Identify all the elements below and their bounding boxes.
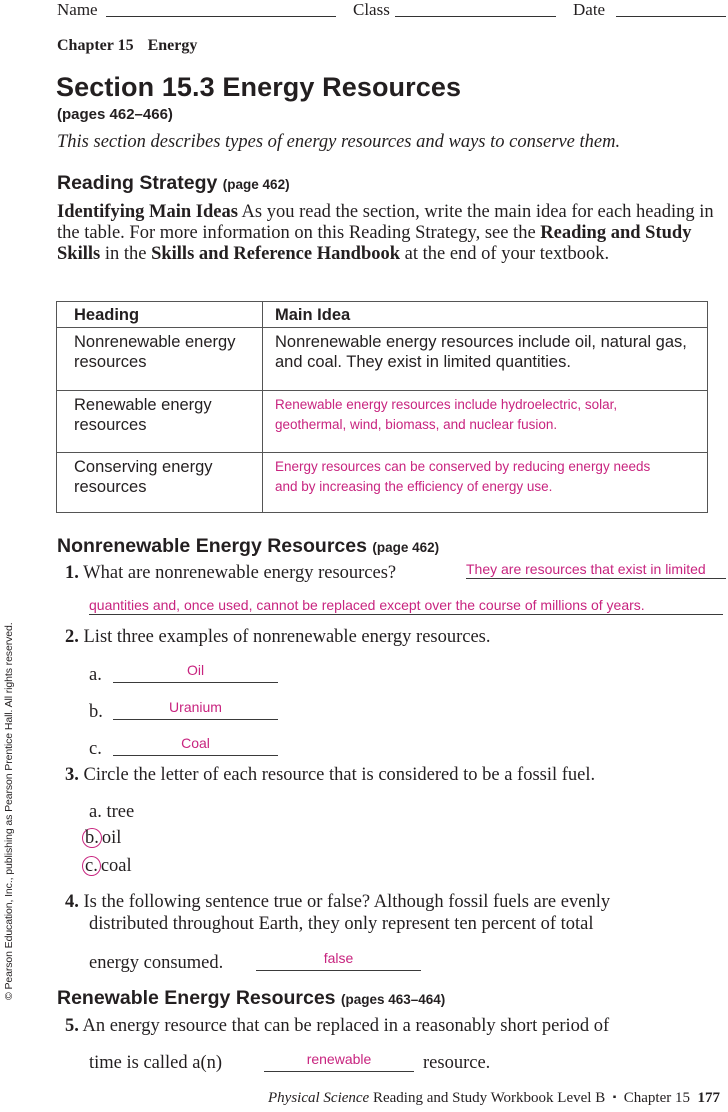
question-number: 3. <box>65 765 79 785</box>
q2-item-c-letter: c. <box>89 739 102 759</box>
date-label: Date <box>573 0 606 19</box>
table-header-heading: Heading <box>74 306 140 324</box>
q1-answer-line2[interactable]: quantities and, once used, cannot be replaced except over the course of millions of years. <box>89 597 723 615</box>
date-field[interactable] <box>616 16 726 17</box>
table-row <box>57 328 707 391</box>
option-label: tree <box>106 802 135 822</box>
reading-strategy-heading <box>57 172 290 195</box>
question-1 <box>65 563 396 584</box>
strategy-text: As you read the section, write the main idea for each heading in the table. For more information on this Reading Strategy, see the <box>57 202 714 243</box>
footer-chapter: Chapter 15 <box>623 1090 690 1106</box>
section-description: This section describes types of energy resources and ways to conserve them. <box>57 132 621 152</box>
question-text: An energy resource that can be replaced in a reasonably short period of <box>82 1016 610 1036</box>
q2-item-b-letter: b. <box>89 702 103 722</box>
option-label: oil <box>101 828 122 848</box>
q2-item-a-letter: a. <box>89 665 102 685</box>
page-footer <box>268 1090 720 1107</box>
table-cell-heading: Renewable energy resources <box>74 396 212 434</box>
question-number: 2. <box>65 627 79 647</box>
option-letter: a. <box>89 802 102 822</box>
table-cell-answer[interactable]: Energy resources can be conserved by reducing energy needs and by increasing the efficiency of energy use. <box>275 459 651 494</box>
strategy-bold: Skills and Reference Handbook <box>151 244 401 264</box>
q3-option-a[interactable] <box>89 802 134 823</box>
main-idea-table <box>56 301 708 513</box>
strategy-text: at the end of your textbook. <box>400 244 610 264</box>
table-cell-heading: Conserving energy resources <box>74 458 213 496</box>
section-pages: (pages 462–466) <box>57 106 173 123</box>
reading-strategy-text <box>57 202 727 265</box>
table-header-row <box>57 302 707 328</box>
option-letter: b. <box>85 828 99 848</box>
strategy-text: in the <box>100 244 152 264</box>
question-5-line2a: time is called a(n) <box>89 1053 223 1073</box>
heading-text: Nonrenewable Energy Resources <box>57 535 367 557</box>
strategy-bold: Reading and Study Skills <box>57 223 692 264</box>
q2-item-a-answer[interactable]: Oil <box>113 662 278 683</box>
table-cell-heading: Nonrenewable energy resources <box>74 333 236 371</box>
nonrenewable-heading <box>57 535 439 558</box>
class-field[interactable] <box>395 16 556 17</box>
q2-item-b-answer[interactable]: Uranium <box>113 699 278 720</box>
question-4 <box>65 892 610 913</box>
table-row <box>57 453 707 513</box>
table-header-main-idea: Main Idea <box>275 306 351 324</box>
question-4-line3: energy consumed. <box>89 953 224 973</box>
question-text: List three examples of nonrenewable energy resources. <box>83 627 491 647</box>
question-text: Circle the letter of each resource that is considered to be a fossil fuel. <box>83 765 596 785</box>
heading-page: (pages 463–464) <box>340 992 446 1007</box>
heading-page: (page 462) <box>222 177 290 192</box>
question-number: 4. <box>65 892 79 912</box>
answer-circle-icon <box>82 828 102 848</box>
q4-answer[interactable]: false <box>256 950 421 971</box>
question-text: What are nonrenewable energy resources? <box>83 563 397 583</box>
question-5 <box>65 1016 609 1037</box>
question-text: Is the following sentence true or false? Although fossil fuels are evenly <box>83 892 611 912</box>
table-row <box>57 391 707 453</box>
footer-page-number: 177 <box>697 1090 720 1106</box>
class-label: Class <box>353 0 390 19</box>
question-2 <box>65 627 491 648</box>
footer-book-title: Physical Science <box>268 1090 370 1106</box>
question-3 <box>65 765 595 786</box>
q3-option-c[interactable] <box>86 856 132 877</box>
chapter-label <box>57 37 197 55</box>
question-number: 5. <box>65 1016 79 1036</box>
footer-book-rest: Reading and Study Workbook Level B <box>369 1090 606 1106</box>
question-number: 1. <box>65 563 79 583</box>
chapter-number: Chapter 15 <box>57 37 134 54</box>
footer-bullet-icon: ▪ <box>612 1092 617 1103</box>
answer-circle-icon <box>82 856 101 876</box>
heading-text: Reading Strategy <box>57 172 218 194</box>
section-title: Section 15.3 Energy Resources <box>56 72 462 102</box>
heading-page: (page 462) <box>372 540 440 555</box>
strategy-lead: Identifying Main Ideas <box>57 202 238 222</box>
name-label: Name <box>57 0 98 19</box>
question-5-line2b: resource. <box>423 1053 491 1073</box>
heading-text: Renewable Energy Resources <box>57 987 336 1009</box>
q2-item-c-answer[interactable]: Coal <box>113 735 278 756</box>
copyright-notice: © Pearson Education, Inc., publishing as Pearson Prentice Hall. All rights reserved. <box>3 622 15 1000</box>
q3-option-b[interactable] <box>86 828 121 849</box>
question-4-line2: distributed throughout Earth, they only represent ten percent of total <box>89 914 594 934</box>
option-label: coal <box>100 856 132 876</box>
q5-answer[interactable]: renewable <box>264 1051 414 1072</box>
option-letter: c. <box>85 856 98 876</box>
table-cell-main-idea: Nonrenewable energy resources include oil, natural gas, and coal. They exist in limited quantities. <box>275 333 687 371</box>
name-field[interactable] <box>106 16 336 17</box>
table-cell-answer[interactable]: Renewable energy resources include hydroelectric, solar, geothermal, wind, biomass, and nuclear fusion. <box>275 397 618 432</box>
q1-answer-line1[interactable]: They are resources that exist in limited <box>466 561 726 579</box>
renewable-heading <box>57 987 445 1010</box>
chapter-title: Energy <box>147 37 198 54</box>
